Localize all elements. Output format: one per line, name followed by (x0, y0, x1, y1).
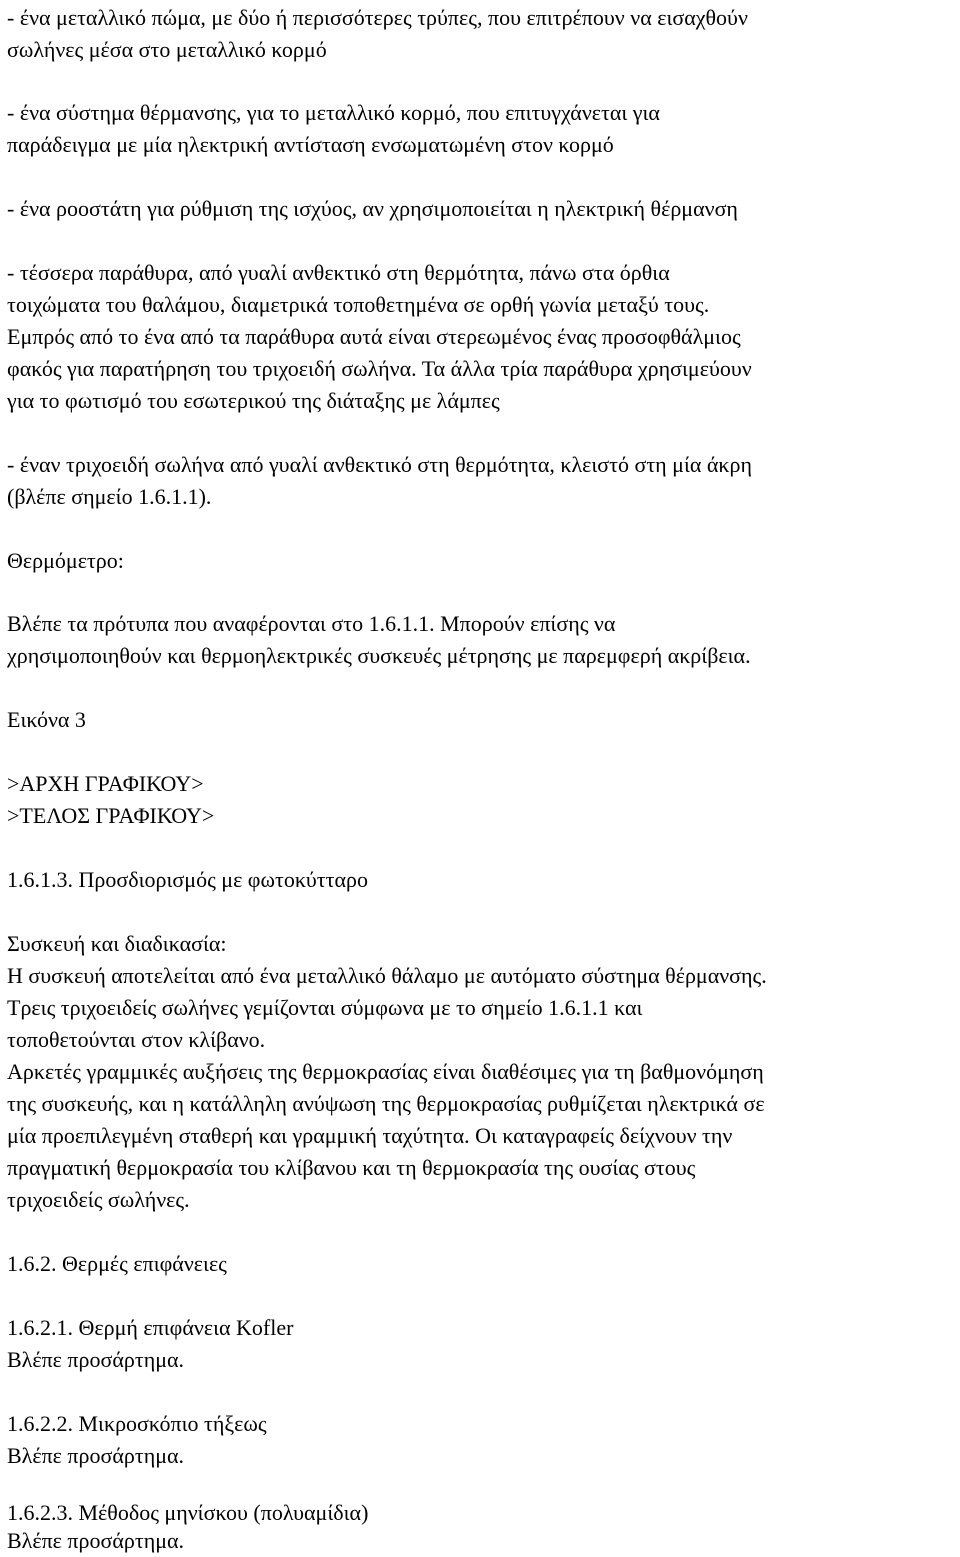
text-line: για το φωτισμό του εσωτερικού της διάταξης με λάμπες (7, 388, 500, 413)
text-line: τοποθετούνται στον κλίβανο. (7, 1027, 266, 1052)
text-line: - έναν τριχοειδή σωλήνα από γυαλί ανθεκτικό στη θερμότητα, κλειστό στη μία άκρη (7, 452, 753, 477)
figure-caption: Εικόνα 3 (7, 707, 86, 732)
text-line: πραγματική θερμοκρασία του κλίβανου και τη θερμοκρασία της ουσίας στους (7, 1155, 696, 1180)
text-line: τριχοειδείς σωλήνες. (7, 1187, 190, 1212)
section-heading: 1.6.2.1. Θερμή επιφάνεια Kofler (7, 1315, 294, 1340)
graphic-start-marker: >ΑΡΧΗ ΓΡΑΦΙΚΟΥ> (7, 771, 204, 796)
graphic-end-marker: >ΤΕΛΟΣ ΓΡΑΦΙΚΟΥ> (7, 803, 215, 828)
text-line: μία προεπιλεγμένη σταθερή και γραμμική ταχύτητα. Οι καταγραφείς δείχνουν την (7, 1123, 733, 1148)
section-heading: 1.6.1.3. Προσδιορισμός με φωτοκύτταρο (7, 867, 368, 892)
section-label: Θερμόμετρο: (7, 548, 124, 573)
section-heading: 1.6.2.2. Μικροσκόπιο τήξεως (7, 1411, 267, 1436)
text-line: της συσκευής, και η κατάλληλη ανύψωση της θερμοκρασίας ρυθμίζεται ηλεκτρικά σε (7, 1091, 765, 1116)
text-line: παράδειγμα με μία ηλεκτρική αντίσταση ενσωματωμένη στον κορμό (7, 132, 614, 157)
section-heading: 1.6.2.3. Μέθοδος μηνίσκου (πολυαμίδια) (7, 1500, 369, 1525)
text-line: - τέσσερα παράθυρα, από γυαλί ανθεκτικό στη θερμότητα, πάνω στα όρθια (7, 260, 670, 285)
text-line: σωλήνες μέσα στο μεταλλικό κορμό (7, 37, 327, 62)
section-label: Συσκευή και διαδικασία: (7, 931, 227, 956)
text-line: Αρκετές γραμμικές αυξήσεις της θερμοκρασίας είναι διαθέσιμες για τη βαθμονόμηση (7, 1059, 764, 1084)
text-line: χρησιμοποιηθούν και θερμοηλεκτρικές συσκευές μέτρησης με παρεμφερή ακρίβεια. (7, 643, 751, 668)
text-line: - ένα μεταλλικό πώμα, με δύο ή περισσότερες τρύπες, που επιτρέπουν να εισαχθούν (7, 5, 748, 30)
text-line: Βλέπε προσάρτημα. (7, 1347, 185, 1372)
text-line: Βλέπε τα πρότυπα που αναφέρονται στο 1.6.1.1. Μπορούν επίσης να (7, 611, 616, 636)
text-line: Τρεις τριχοειδείς σωλήνες γεμίζονται σύμφωνα με το σημείο 1.6.1.1 και (7, 995, 643, 1020)
text-line: - ένα σύστημα θέρμανσης, για το μεταλλικό κορμό, που επιτυγχάνεται για (7, 100, 660, 125)
text-line: (βλέπε σημείο 1.6.1.1). (7, 484, 212, 509)
text-line: Εμπρός από το ένα από τα παράθυρα αυτά είναι στερεωμένος ένας προσοφθάλμιος (7, 324, 741, 349)
section-heading: 1.6.2. Θερμές επιφάνειες (7, 1251, 227, 1276)
text-line: Βλέπε προσάρτημα. (7, 1443, 185, 1468)
text-line: Βλέπε προσάρτημα. (7, 1528, 185, 1553)
text-line: τοιχώματα του θαλάμου, διαμετρικά τοποθετημένα σε ορθή γωνία μεταξύ τους. (7, 292, 710, 317)
text-line: Η συσκευή αποτελείται από ένα μεταλλικό θάλαμο με αυτόματο σύστημα θέρμανσης. (7, 963, 767, 988)
text-line: - ένα ροοστάτη για ρύθμιση της ισχύος, αν χρησιμοποιείται η ηλεκτρική θέρμανση (7, 196, 738, 221)
text-line: φακός για παρατήρηση του τριχοειδή σωλήνα. Τα άλλα τρία παράθυρα χρησιμεύουν (7, 356, 752, 381)
